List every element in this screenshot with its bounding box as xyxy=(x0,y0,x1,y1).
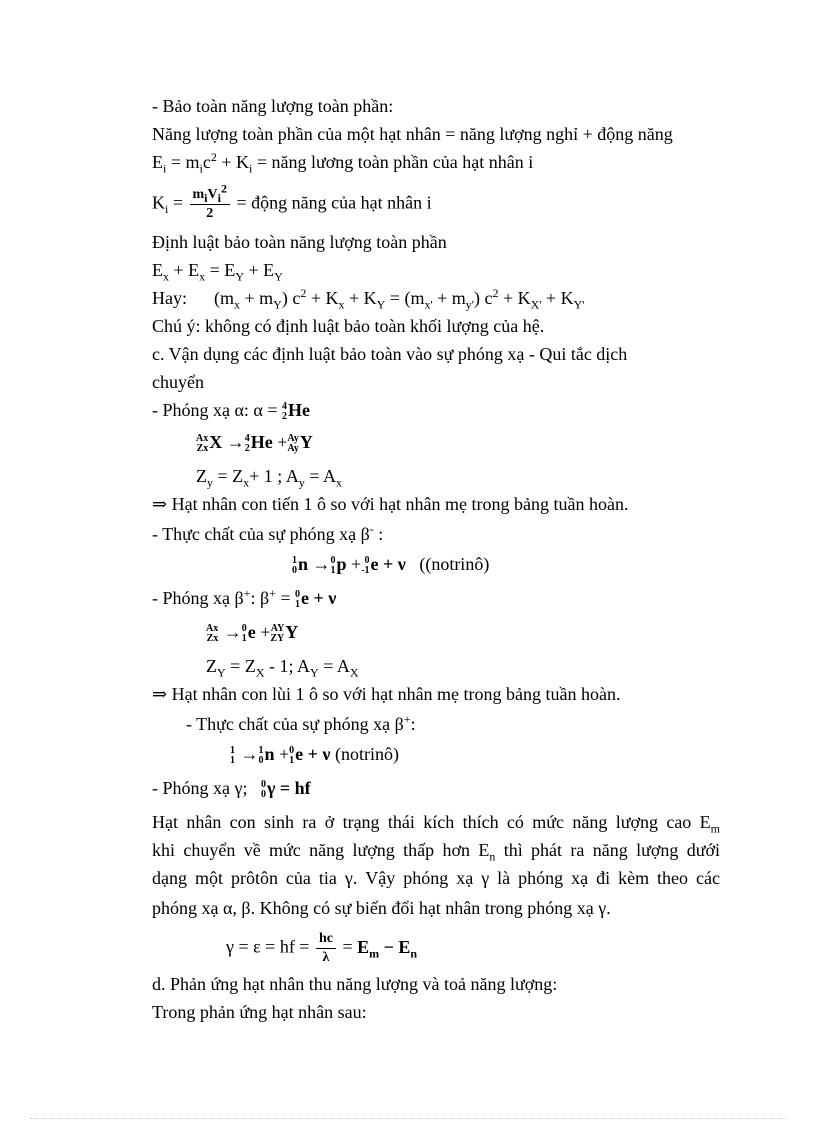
formula-energy-expanded: Hay: $(m_x + m_Y) c^2 + K_x + K_Y = (m_{x'} + m_{y'}) c^2 + K_{X'} + K_{Y'}$ xyxy=(152,286,585,312)
section-d-intro: Trong phản ứng hạt nhân sau: xyxy=(152,1002,367,1022)
beta-plus-rule: $Z_Y = Z_X - 1$; $A_Y = A_X$ xyxy=(206,656,359,680)
section-c-heading-cont: chuyển xyxy=(152,372,204,392)
beta-plus-nature-equation: 1 1 → 1 0 n + 0 1 e + ν (notrinô) xyxy=(230,744,399,766)
fraction-mv2-over-2: $\frac{m_iV_i^2}{2}$ xyxy=(190,186,230,223)
gamma-paragraph-line-3: dạng một prôtôn của tia γ. Vậy phóng xạ γ là phóng xạ đi kèm theo các xyxy=(152,868,720,888)
total-energy-definition: Năng lượng toàn phần của một hạt nhân = năng lượng nghỉ + động năng xyxy=(152,124,673,144)
beta-minus-equation: 1 0 n → 0 1 p + 0 -1 e + ν ((notrinô) xyxy=(292,554,490,576)
gamma-paragraph-line-2: khi chuyển về mức năng lượng thấp hơn $E_n$ thì phát ra năng lượng dưới xyxy=(152,840,721,864)
note-mass-conservation: Chú ý: không có định luật bảo toàn khối lượng của hệ. xyxy=(152,316,545,336)
gamma-paragraph-line-1: Hạt nhân con sinh ra ở trạng thái kích thích có mức năng lượng cao $E_m$ xyxy=(152,812,720,836)
gamma-energy-equation: γ = ε = hf = $\frac{hc}{\lambda}$ = $E_m - E_n$ xyxy=(226,931,418,965)
alpha-decay-rule: $Z_y = Z_x+ 1$ ; $A_y = A_x$ xyxy=(196,466,342,490)
alpha-decay-consequence: ⇒ Hạt nhân con tiến 1 ô so với hạt nhân mẹ trong bảng tuần hoàn. xyxy=(152,494,629,514)
formula-energy-balance: $E_x + E_x = E_Y + E_Y$ xyxy=(152,260,283,284)
beta-minus-nature: - Thực chất của sự phóng xạ β- : xyxy=(152,522,384,544)
beta-plus-consequence: ⇒ Hạt nhân con lùi 1 ô so với hạt nhân mẹ trong bảng tuần hoàn. xyxy=(152,684,621,704)
gamma-paragraph-line-4: phóng xạ α, β. Không có sự biến đổi hạt nhân trong phóng xạ γ. xyxy=(152,898,611,918)
formula-ei: $E_i = m_ic^2 + K_i$ = năng lương toàn phần của hạt nhân i xyxy=(152,150,534,176)
law-total-energy: Định luật bảo toàn năng lượng toàn phần xyxy=(152,232,447,252)
alpha-decay-definition: - Phóng xạ α: α = 4 2 He xyxy=(152,400,311,422)
section-c-heading: c. Vận dụng các định luật bảo toàn vào sự phóng xạ - Qui tắc dịch xyxy=(152,344,628,364)
beta-plus-definition: - Phóng xạ β+: β+ = 0 1 e + ν xyxy=(152,586,337,610)
beta-plus-nature: - Thực chất của sự phóng xạ β+: xyxy=(186,712,416,734)
formula-ki: $K_i$ = $\frac{m_iV_i^2}{2}$ = động năng của hạt nhân i xyxy=(152,181,432,221)
gamma-decay-definition: - Phóng xạ γ; 0 0 γ = hf xyxy=(152,778,311,800)
fraction-hc-over-lambda: $\frac{hc}{\lambda}$ xyxy=(316,930,336,967)
beta-plus-equation: Ax Zx → 0 1 e + AY ZY Y xyxy=(206,622,299,644)
section-d-heading: d. Phản ứng hạt nhân thu năng lượng và toả năng lượng: xyxy=(152,974,558,994)
alpha-decay-equation: Ax Zx X → 4 2 He + Ay Ay Y xyxy=(196,432,313,454)
section-energy-conservation: - Bảo toàn năng lượng toàn phần: xyxy=(152,96,394,116)
page-bottom-divider xyxy=(30,1118,786,1119)
